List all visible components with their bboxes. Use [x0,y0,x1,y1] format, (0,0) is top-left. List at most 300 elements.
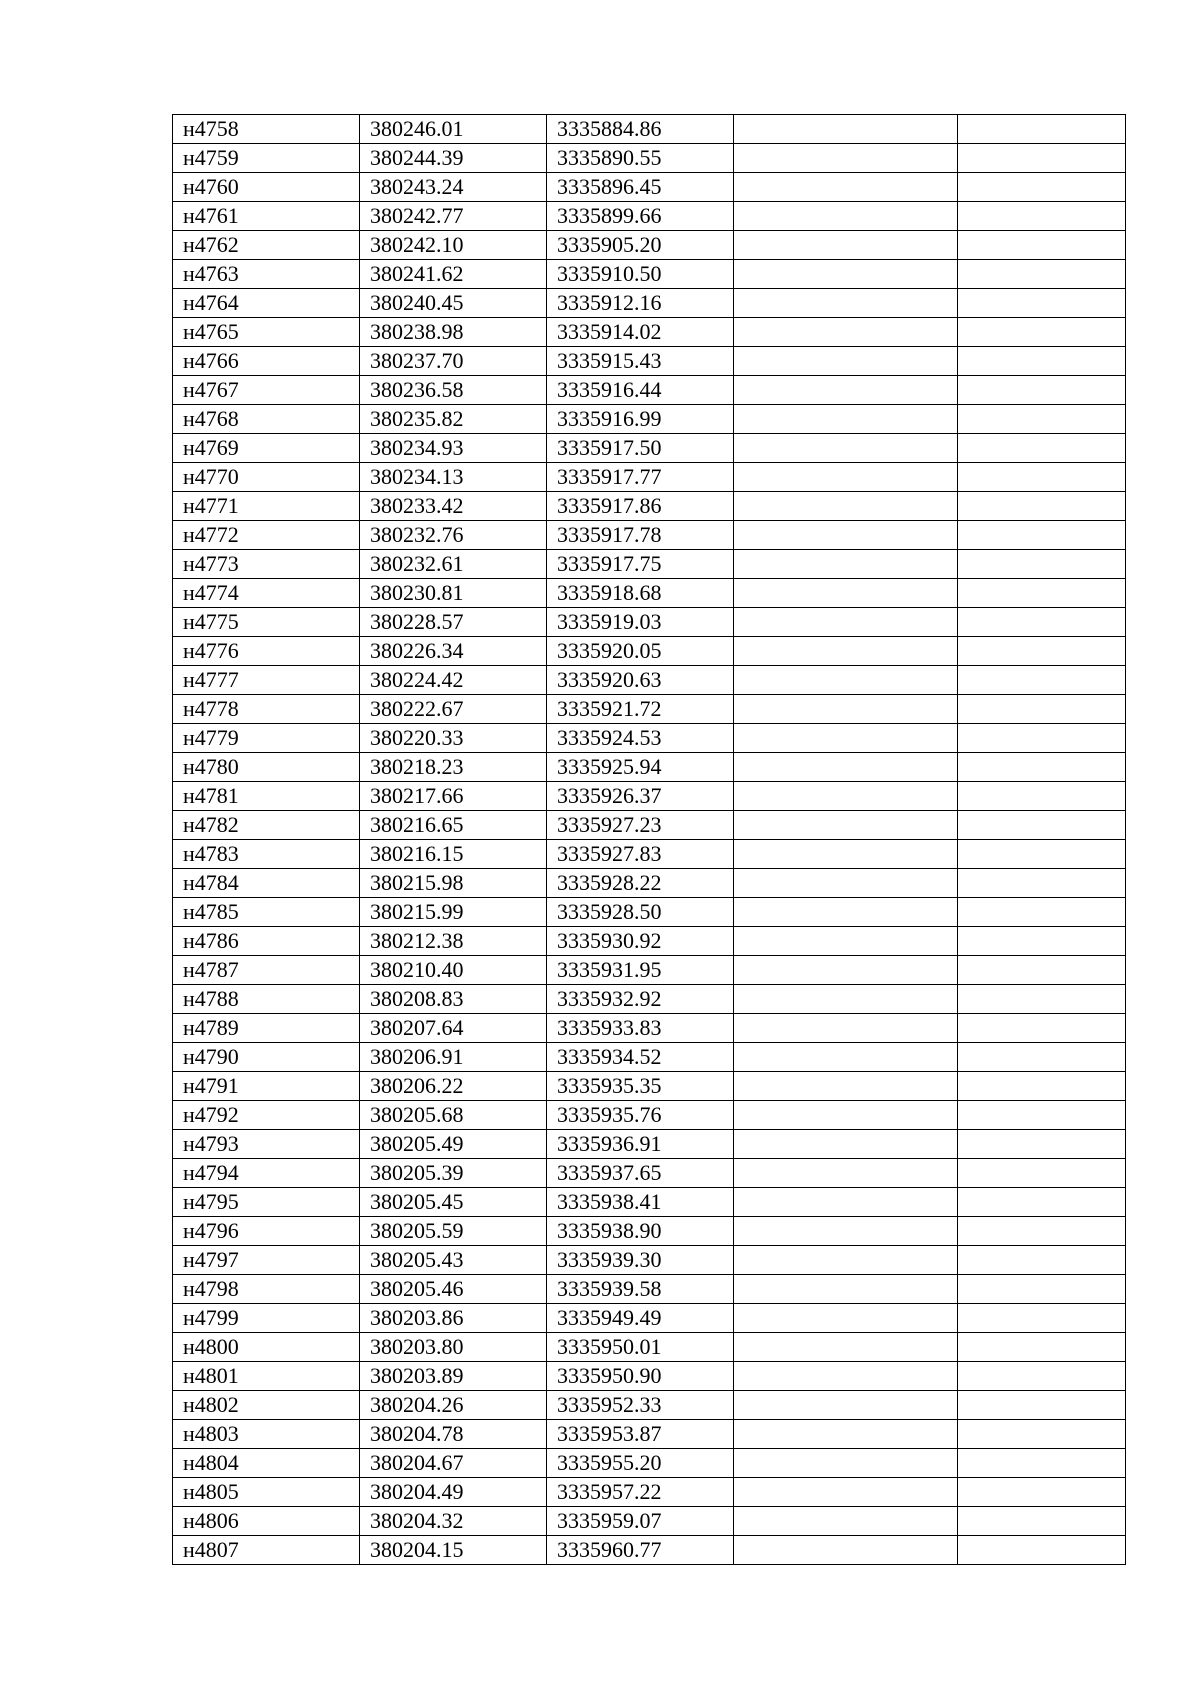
x-coordinate-cell: 380230.81 [360,579,547,608]
y-coordinate-cell: 3335960.77 [547,1536,734,1565]
empty-cell-5 [958,289,1126,318]
empty-cell-4 [734,1159,958,1188]
x-coordinate-cell: 380233.42 [360,492,547,521]
x-coordinate-cell: 380206.91 [360,1043,547,1072]
table-row [173,289,1126,318]
table-row [173,1420,1126,1449]
empty-cell-5 [958,1275,1126,1304]
point-id-cell: н4790 [173,1043,360,1072]
y-coordinate-cell: 3335926.37 [547,782,734,811]
table-row [173,1536,1126,1565]
empty-cell-5 [958,1188,1126,1217]
table-row [173,956,1126,985]
x-coordinate-cell: 380203.89 [360,1362,547,1391]
point-id-cell: н4800 [173,1333,360,1362]
point-id-cell: н4770 [173,463,360,492]
point-id-cell: н4779 [173,724,360,753]
y-coordinate-cell: 3335917.78 [547,521,734,550]
table-row [173,1391,1126,1420]
point-id-cell: н4794 [173,1159,360,1188]
y-coordinate-cell: 3335936.91 [547,1130,734,1159]
empty-cell-4 [734,1275,958,1304]
y-coordinate-cell: 3335959.07 [547,1507,734,1536]
y-coordinate-cell: 3335953.87 [547,1420,734,1449]
point-id-cell: н4803 [173,1420,360,1449]
empty-cell-4 [734,1478,958,1507]
x-coordinate-cell: 380215.98 [360,869,547,898]
table-row [173,782,1126,811]
empty-cell-5 [958,434,1126,463]
point-id-cell: н4806 [173,1507,360,1536]
table-row [173,144,1126,173]
table-row [173,1275,1126,1304]
empty-cell-5 [958,260,1126,289]
empty-cell-5 [958,173,1126,202]
y-coordinate-cell: 3335910.50 [547,260,734,289]
empty-cell-4 [734,1188,958,1217]
y-coordinate-cell: 3335899.66 [547,202,734,231]
empty-cell-5 [958,1420,1126,1449]
point-id-cell: н4775 [173,608,360,637]
point-id-cell: н4763 [173,260,360,289]
x-coordinate-cell: 380205.49 [360,1130,547,1159]
y-coordinate-cell: 3335919.03 [547,608,734,637]
empty-cell-5 [958,1478,1126,1507]
y-coordinate-cell: 3335917.75 [547,550,734,579]
empty-cell-5 [958,376,1126,405]
x-coordinate-cell: 380220.33 [360,724,547,753]
x-coordinate-cell: 380218.23 [360,753,547,782]
table-row [173,985,1126,1014]
empty-cell-4 [734,695,958,724]
y-coordinate-cell: 3335931.95 [547,956,734,985]
table-row [173,1043,1126,1072]
table-row [173,898,1126,927]
table-row [173,608,1126,637]
table-row [173,724,1126,753]
y-coordinate-cell: 3335924.53 [547,724,734,753]
point-id-cell: н4801 [173,1362,360,1391]
empty-cell-4 [734,608,958,637]
x-coordinate-cell: 380232.61 [360,550,547,579]
empty-cell-4 [734,521,958,550]
point-id-cell: н4793 [173,1130,360,1159]
point-id-cell: н4783 [173,840,360,869]
x-coordinate-cell: 380242.10 [360,231,547,260]
empty-cell-4 [734,347,958,376]
empty-cell-5 [958,840,1126,869]
table-row [173,637,1126,666]
x-coordinate-cell: 380210.40 [360,956,547,985]
empty-cell-4 [734,1507,958,1536]
empty-cell-4 [734,869,958,898]
point-id-cell: н4781 [173,782,360,811]
x-coordinate-cell: 380226.34 [360,637,547,666]
y-coordinate-cell: 3335921.72 [547,695,734,724]
empty-cell-5 [958,1449,1126,1478]
empty-cell-5 [958,1536,1126,1565]
table-row [173,1072,1126,1101]
point-id-cell: н4805 [173,1478,360,1507]
empty-cell-4 [734,318,958,347]
y-coordinate-cell: 3335917.77 [547,463,734,492]
empty-cell-5 [958,1159,1126,1188]
point-id-cell: н4785 [173,898,360,927]
point-id-cell: н4776 [173,637,360,666]
y-coordinate-cell: 3335952.33 [547,1391,734,1420]
empty-cell-4 [734,1362,958,1391]
point-id-cell: н4788 [173,985,360,1014]
x-coordinate-cell: 380215.99 [360,898,547,927]
x-coordinate-cell: 380205.43 [360,1246,547,1275]
table-row [173,1478,1126,1507]
empty-cell-4 [734,1101,958,1130]
empty-cell-5 [958,869,1126,898]
table-row [173,376,1126,405]
x-coordinate-cell: 380243.24 [360,173,547,202]
empty-cell-5 [958,1507,1126,1536]
point-id-cell: н4761 [173,202,360,231]
y-coordinate-cell: 3335917.50 [547,434,734,463]
empty-cell-4 [734,1420,958,1449]
point-id-cell: н4784 [173,869,360,898]
table-row [173,869,1126,898]
x-coordinate-cell: 380212.38 [360,927,547,956]
empty-cell-4 [734,927,958,956]
empty-cell-5 [958,695,1126,724]
y-coordinate-cell: 3335918.68 [547,579,734,608]
y-coordinate-cell: 3335896.45 [547,173,734,202]
empty-cell-4 [734,1043,958,1072]
x-coordinate-cell: 380207.64 [360,1014,547,1043]
y-coordinate-cell: 3335938.41 [547,1188,734,1217]
empty-cell-4 [734,724,958,753]
y-coordinate-cell: 3335927.23 [547,811,734,840]
x-coordinate-cell: 380234.93 [360,434,547,463]
y-coordinate-cell: 3335935.35 [547,1072,734,1101]
table-row [173,1014,1126,1043]
x-coordinate-cell: 380205.46 [360,1275,547,1304]
y-coordinate-cell: 3335916.44 [547,376,734,405]
point-id-cell: н4798 [173,1275,360,1304]
x-coordinate-cell: 380235.82 [360,405,547,434]
empty-cell-4 [734,405,958,434]
point-id-cell: н4759 [173,144,360,173]
x-coordinate-cell: 380204.32 [360,1507,547,1536]
table-row [173,1507,1126,1536]
y-coordinate-cell: 3335920.05 [547,637,734,666]
x-coordinate-cell: 380241.62 [360,260,547,289]
y-coordinate-cell: 3335925.94 [547,753,734,782]
table-row [173,463,1126,492]
empty-cell-5 [958,753,1126,782]
y-coordinate-cell: 3335933.83 [547,1014,734,1043]
x-coordinate-cell: 380244.39 [360,144,547,173]
y-coordinate-cell: 3335939.58 [547,1275,734,1304]
empty-cell-4 [734,840,958,869]
point-id-cell: н4773 [173,550,360,579]
empty-cell-4 [734,434,958,463]
y-coordinate-cell: 3335934.52 [547,1043,734,1072]
empty-cell-4 [734,376,958,405]
empty-cell-5 [958,405,1126,434]
y-coordinate-cell: 3335928.22 [547,869,734,898]
point-id-cell: н4774 [173,579,360,608]
point-id-cell: н4760 [173,173,360,202]
empty-cell-4 [734,202,958,231]
x-coordinate-cell: 380204.26 [360,1391,547,1420]
x-coordinate-cell: 380216.65 [360,811,547,840]
table-row [173,434,1126,463]
x-coordinate-cell: 380217.66 [360,782,547,811]
empty-cell-5 [958,492,1126,521]
table-row [173,347,1126,376]
table-row [173,695,1126,724]
x-coordinate-cell: 380206.22 [360,1072,547,1101]
point-id-cell: н4780 [173,753,360,782]
point-id-cell: н4787 [173,956,360,985]
table-row [173,1159,1126,1188]
point-id-cell: н4777 [173,666,360,695]
point-id-cell: н4791 [173,1072,360,1101]
empty-cell-5 [958,1304,1126,1333]
empty-cell-4 [734,898,958,927]
table-row [173,753,1126,782]
empty-cell-4 [734,1217,958,1246]
empty-cell-5 [958,115,1126,144]
point-id-cell: н4789 [173,1014,360,1043]
x-coordinate-cell: 380237.70 [360,347,547,376]
empty-cell-5 [958,521,1126,550]
table-row [173,1304,1126,1333]
empty-cell-5 [958,985,1126,1014]
table-row [173,260,1126,289]
point-id-cell: н4802 [173,1391,360,1420]
y-coordinate-cell: 3335920.63 [547,666,734,695]
y-coordinate-cell: 3335927.83 [547,840,734,869]
empty-cell-5 [958,231,1126,260]
coordinates-table [172,114,1126,1565]
empty-cell-5 [958,898,1126,927]
table-row [173,1217,1126,1246]
empty-cell-4 [734,1072,958,1101]
point-id-cell: н4762 [173,231,360,260]
x-coordinate-cell: 380240.45 [360,289,547,318]
empty-cell-4 [734,115,958,144]
x-coordinate-cell: 380242.77 [360,202,547,231]
empty-cell-4 [734,492,958,521]
empty-cell-5 [958,666,1126,695]
table-row [173,1449,1126,1478]
empty-cell-4 [734,1536,958,1565]
empty-cell-5 [958,463,1126,492]
y-coordinate-cell: 3335955.20 [547,1449,734,1478]
empty-cell-5 [958,927,1126,956]
x-coordinate-cell: 380208.83 [360,985,547,1014]
table-row [173,579,1126,608]
x-coordinate-cell: 380204.67 [360,1449,547,1478]
x-coordinate-cell: 380204.78 [360,1420,547,1449]
empty-cell-5 [958,1217,1126,1246]
table-row [173,492,1126,521]
x-coordinate-cell: 380232.76 [360,521,547,550]
empty-cell-5 [958,782,1126,811]
empty-cell-4 [734,1246,958,1275]
empty-cell-4 [734,1014,958,1043]
table-row [173,231,1126,260]
y-coordinate-cell: 3335928.50 [547,898,734,927]
empty-cell-5 [958,637,1126,666]
table-row [173,202,1126,231]
x-coordinate-cell: 380204.15 [360,1536,547,1565]
empty-cell-5 [958,1072,1126,1101]
table-row [173,318,1126,347]
empty-cell-4 [734,1391,958,1420]
empty-cell-4 [734,811,958,840]
empty-cell-4 [734,289,958,318]
point-id-cell: н4778 [173,695,360,724]
empty-cell-4 [734,173,958,202]
point-id-cell: н4758 [173,115,360,144]
empty-cell-4 [734,666,958,695]
empty-cell-4 [734,231,958,260]
empty-cell-5 [958,956,1126,985]
table-row [173,1130,1126,1159]
point-id-cell: н4797 [173,1246,360,1275]
x-coordinate-cell: 380228.57 [360,608,547,637]
table-row [173,1101,1126,1130]
x-coordinate-cell: 380234.13 [360,463,547,492]
point-id-cell: н4772 [173,521,360,550]
y-coordinate-cell: 3335935.76 [547,1101,734,1130]
empty-cell-4 [734,637,958,666]
empty-cell-5 [958,1333,1126,1362]
x-coordinate-cell: 380203.80 [360,1333,547,1362]
empty-cell-4 [734,463,958,492]
y-coordinate-cell: 3335950.90 [547,1362,734,1391]
point-id-cell: н4771 [173,492,360,521]
x-coordinate-cell: 380224.42 [360,666,547,695]
table-row [173,115,1126,144]
empty-cell-4 [734,260,958,289]
empty-cell-4 [734,1304,958,1333]
x-coordinate-cell: 380204.49 [360,1478,547,1507]
table-row [173,666,1126,695]
point-id-cell: н4796 [173,1217,360,1246]
point-id-cell: н4768 [173,405,360,434]
x-coordinate-cell: 380222.67 [360,695,547,724]
table-row [173,550,1126,579]
y-coordinate-cell: 3335957.22 [547,1478,734,1507]
x-coordinate-cell: 380205.59 [360,1217,547,1246]
empty-cell-4 [734,1333,958,1362]
y-coordinate-cell: 3335912.16 [547,289,734,318]
empty-cell-5 [958,1246,1126,1275]
y-coordinate-cell: 3335917.86 [547,492,734,521]
empty-cell-4 [734,782,958,811]
point-id-cell: н4786 [173,927,360,956]
empty-cell-4 [734,753,958,782]
y-coordinate-cell: 3335916.99 [547,405,734,434]
point-id-cell: н4769 [173,434,360,463]
y-coordinate-cell: 3335905.20 [547,231,734,260]
x-coordinate-cell: 380238.98 [360,318,547,347]
table-row [173,1246,1126,1275]
x-coordinate-cell: 380246.01 [360,115,547,144]
table-row [173,840,1126,869]
empty-cell-4 [734,579,958,608]
y-coordinate-cell: 3335950.01 [547,1333,734,1362]
coordinates-table-body [173,115,1126,1565]
table-row [173,1333,1126,1362]
point-id-cell: н4767 [173,376,360,405]
empty-cell-5 [958,1101,1126,1130]
table-row [173,173,1126,202]
empty-cell-5 [958,347,1126,376]
x-coordinate-cell: 380216.15 [360,840,547,869]
empty-cell-5 [958,1043,1126,1072]
table-row [173,521,1126,550]
point-id-cell: н4766 [173,347,360,376]
empty-cell-5 [958,1014,1126,1043]
empty-cell-5 [958,202,1126,231]
y-coordinate-cell: 3335932.92 [547,985,734,1014]
table-row [173,1188,1126,1217]
point-id-cell: н4782 [173,811,360,840]
empty-cell-4 [734,550,958,579]
empty-cell-4 [734,956,958,985]
y-coordinate-cell: 3335949.49 [547,1304,734,1333]
empty-cell-5 [958,1391,1126,1420]
empty-cell-5 [958,608,1126,637]
table-row [173,811,1126,840]
empty-cell-4 [734,1449,958,1478]
empty-cell-4 [734,1130,958,1159]
table-row [173,1362,1126,1391]
point-id-cell: н4765 [173,318,360,347]
empty-cell-5 [958,318,1126,347]
empty-cell-5 [958,579,1126,608]
table-row [173,405,1126,434]
y-coordinate-cell: 3335914.02 [547,318,734,347]
y-coordinate-cell: 3335939.30 [547,1246,734,1275]
x-coordinate-cell: 380236.58 [360,376,547,405]
empty-cell-5 [958,144,1126,173]
empty-cell-4 [734,985,958,1014]
y-coordinate-cell: 3335930.92 [547,927,734,956]
y-coordinate-cell: 3335884.86 [547,115,734,144]
empty-cell-4 [734,144,958,173]
empty-cell-5 [958,1130,1126,1159]
y-coordinate-cell: 3335915.43 [547,347,734,376]
table-row [173,927,1126,956]
empty-cell-5 [958,550,1126,579]
y-coordinate-cell: 3335938.90 [547,1217,734,1246]
x-coordinate-cell: 380205.39 [360,1159,547,1188]
point-id-cell: н4795 [173,1188,360,1217]
empty-cell-5 [958,811,1126,840]
y-coordinate-cell: 3335890.55 [547,144,734,173]
empty-cell-5 [958,1362,1126,1391]
point-id-cell: н4799 [173,1304,360,1333]
x-coordinate-cell: 380205.45 [360,1188,547,1217]
x-coordinate-cell: 380205.68 [360,1101,547,1130]
x-coordinate-cell: 380203.86 [360,1304,547,1333]
point-id-cell: н4804 [173,1449,360,1478]
point-id-cell: н4792 [173,1101,360,1130]
empty-cell-5 [958,724,1126,753]
point-id-cell: н4807 [173,1536,360,1565]
